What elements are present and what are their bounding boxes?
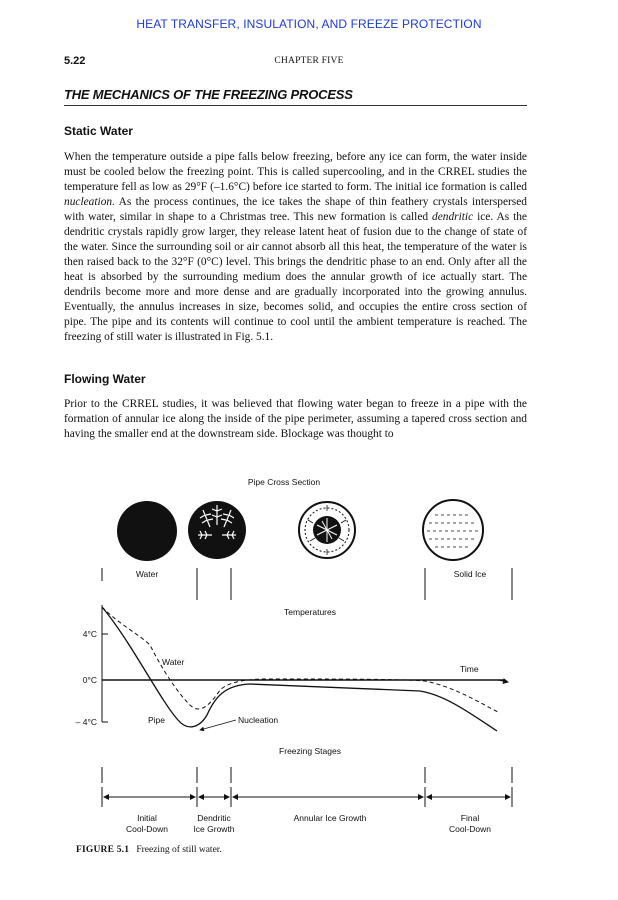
temperature-axis xyxy=(102,605,108,722)
chapter-label: CHAPTER FIVE xyxy=(274,56,344,66)
term-dendritic: dendritic xyxy=(432,211,474,223)
tick-4c: 4°C xyxy=(82,629,97,639)
stage-final-line1: Final xyxy=(460,813,480,823)
caption-label: FIGURE 5.1 xyxy=(76,845,130,855)
figure-diagram xyxy=(60,465,530,850)
static-water-text-b: As the process continues, the ice takes the shape of thin feathery crystals interspersed with water, similar in shape to a Christmas tree. This new formation is called xyxy=(64,196,527,223)
caption-text: Freezing of still water. xyxy=(136,845,222,855)
label-water-top: Water xyxy=(135,569,159,579)
stage-initial-line1: Initial xyxy=(137,813,157,823)
static-water-text-c: ice. As the dendritic crystals rapidly grow larger, they release latent heat of fusion due to the change of state of the water. Since the surrounding soil or air cannot absorb all this heat, the temperature of the water is then raised back to the 32°F (0°C) level. This brings the dendritic phase to an end. Only after all the heat is absorbed by the surrounding medium does the annular growth of ice actually start. The dendrils become more and more dense and are gradually incorporated into the growing annulus. Eventually, the annulus increases in size, becomes solid, and occupies the entire cross section of pipe. The pipe and its contents will continue to cool until the ambient temperature is reached. The freezing of still water is illustrated in Fig. 5.1. xyxy=(64,211,527,343)
page-number: 5.22 xyxy=(64,55,86,67)
tick-minus4c: – 4°C xyxy=(75,717,97,727)
cross-section-water xyxy=(117,501,177,561)
stage-markers-upper xyxy=(102,568,512,600)
label-temperatures: Temperatures xyxy=(284,607,336,617)
cross-section-dendritic xyxy=(188,501,246,559)
flowing-water-paragraph: Prior to the CRREL studies, it was believed that flowing water began to freeze in a pipe with the formation of annular ice along the inside of the pipe perimeter, assuming a tapered cross section and having the smaller end at the downstream side. Blockage was thought to xyxy=(64,398,527,440)
stage-annular: Annular Ice Growth xyxy=(293,813,367,823)
tick-0c: 0°C xyxy=(82,675,97,685)
stage-final-line2: Cool-Down xyxy=(448,824,492,834)
term-nucleation: nucleation. xyxy=(64,196,115,208)
stage-dendritic-line2: Ice Growth xyxy=(193,824,235,834)
section-title: THE MECHANICS OF THE FREEZING PROCESS xyxy=(64,87,353,102)
flowing-water-heading: Flowing Water xyxy=(64,372,146,386)
stage-markers-lower xyxy=(102,767,512,807)
static-water-heading: Static Water xyxy=(64,124,133,138)
running-head: HEAT TRANSFER, INSULATION, AND FREEZE PROTECTION xyxy=(136,17,482,31)
stage-initial-line2: Cool-Down xyxy=(125,824,169,834)
label-nucleation: Nucleation xyxy=(238,715,279,725)
section-rule xyxy=(64,105,527,106)
label-freezing-stages: Freezing Stages xyxy=(279,746,341,756)
pipe-temperature-curve xyxy=(102,607,497,731)
nucleation-pointer xyxy=(200,720,236,730)
cross-section-solid-ice xyxy=(423,500,483,560)
static-water-paragraph xyxy=(64,150,527,345)
figure-title: Pipe Cross Section xyxy=(247,477,321,487)
label-time: Time xyxy=(460,664,479,674)
label-water-curve: Water xyxy=(162,657,185,667)
static-water-text-a: When the temperature outside a pipe falls below freezing, before any ice can form, the water inside must be cooled below the freezing point. This is called supercooling, and in the CRREL studies the temperature fell as low as 29°F (–1.6°C) before ice started to form. The initial ice formation is called xyxy=(64,151,527,193)
figure-caption xyxy=(76,845,222,855)
label-solid-ice: Solid Ice xyxy=(453,569,487,579)
stage-dendritic-line1: Dendritic xyxy=(197,813,231,823)
label-pipe-curve: Pipe xyxy=(148,715,166,725)
cross-section-annular xyxy=(299,502,355,558)
figure-freezing-still-water xyxy=(60,465,530,850)
